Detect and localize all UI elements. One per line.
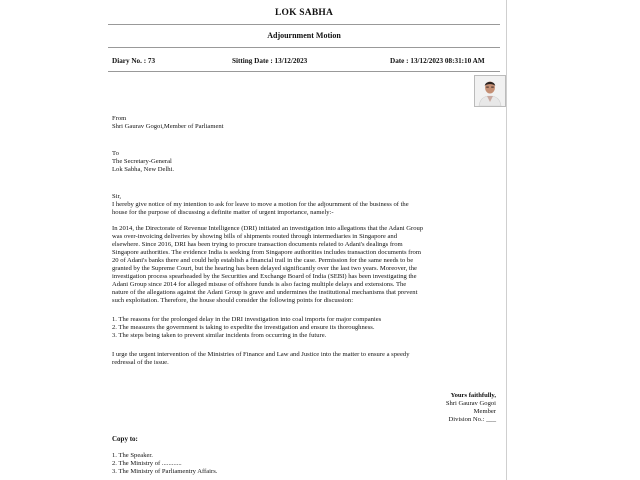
paragraph-line: elsewhere. Since 2016, DRI has been trying to procure transaction documents related to Adani's dealings from <box>112 241 403 248</box>
member-photo <box>474 75 506 107</box>
copy-to-item: 1. The Speaker. <box>112 452 153 459</box>
signatory-role: Member <box>473 408 496 415</box>
copy-to-list <box>112 452 217 476</box>
diary-number: Diary No. : 73 <box>112 57 156 65</box>
paragraph-line: granted by the Supreme Court, but the hearing has been delayed significantly over the last two years. Moreover, the <box>112 265 417 272</box>
discussion-points <box>112 316 504 340</box>
paragraph-line: Adani Group since 2014 for alleged misuse of offshore funds is also facing multiple delays and extensions. The <box>112 281 407 288</box>
divider <box>108 24 500 25</box>
paragraph-line: I hereby give notice of my intention to ask for leave to move a motion for the adjournment of the business of the <box>112 201 409 208</box>
main-paragraph <box>112 225 504 305</box>
to-label: To <box>112 150 119 157</box>
paragraph-line: redressal of the issue. <box>112 359 169 366</box>
sitting-date: Sitting Date : 13/12/2023 <box>232 57 308 65</box>
copy-to-item: 2. The Ministry of ............ <box>112 460 182 467</box>
paragraph-line: I urge the urgent intervention of the Ministries of Finance and Law and Justice into the matter to ensure a speedy <box>112 351 410 358</box>
to-line: The Secretary-General <box>112 158 172 165</box>
from-name: Shri Gaurav Gogoi,Member of Parliament <box>112 123 224 130</box>
paragraph-line: investigation process spearheaded by the Securities and Exchange Board of India (SEBI) has been investigating the <box>112 273 417 280</box>
from-block <box>112 115 504 131</box>
to-line: Lok Sabha, New Delhi. <box>112 166 175 173</box>
paragraph-line: Singapore authorities. The evidence India is seeking from Singapore authorities includes transaction documents from <box>112 249 421 256</box>
signatory-name: Shri Gaurav Gogoi <box>445 400 496 407</box>
division-number: Division No.: ___ <box>448 416 496 423</box>
intro-paragraph <box>112 201 504 217</box>
from-label: From <box>112 115 127 122</box>
signoff: Yours faithfully, <box>450 392 496 399</box>
point-item: 1. The reasons for the prolonged delay in the DRI investigation into coal imports for major companies <box>112 316 382 323</box>
signature-block <box>446 392 496 424</box>
paragraph-line: 20 of Adani's banks there and could help establish a financial trail in the case. Permission for the same needs to be <box>112 257 414 264</box>
paragraph-line: such exploitation. Therefore, the house should consider the following points for discussion: <box>112 297 354 304</box>
paragraph-line: In 2014, the Directorate of Revenue Intelligence (DRI) initiated an investigation into allegations that the Adani Group <box>112 225 424 232</box>
salutation: Sir, <box>112 193 122 200</box>
submission-date: Date : 13/12/2023 08:31:10 AM <box>390 57 485 65</box>
member-photo-image <box>475 76 505 106</box>
page-edge-line <box>506 0 507 480</box>
to-block <box>112 150 504 174</box>
copy-to-label: Copy to: <box>112 435 138 443</box>
point-item: 2. The measures the government is taking to expedite the investigation and ensure its thoroughness. <box>112 324 375 331</box>
point-item: 3. The steps being taken to prevent similar incidents from occurring in the future. <box>112 332 327 339</box>
divider <box>108 71 500 72</box>
house-title: LOK SABHA <box>274 8 334 18</box>
copy-to-item: 3. The Ministry of Parliamentry Affairs. <box>112 468 218 475</box>
divider <box>108 47 500 48</box>
paragraph-line: house for the purpose of discussing a definite matter of urgent importance, namely:- <box>112 209 334 216</box>
motion-type: Adjournment Motion <box>267 31 341 40</box>
paragraph-line: was over-invoicing deliveries by showing bills of shipments routed through intermediaries in Singapore and <box>112 233 397 240</box>
closing-paragraph <box>112 351 504 367</box>
paragraph-line: nature of the allegations against the Adani Group is grave and undermines the institutional mechanisms that prevent <box>112 289 418 296</box>
